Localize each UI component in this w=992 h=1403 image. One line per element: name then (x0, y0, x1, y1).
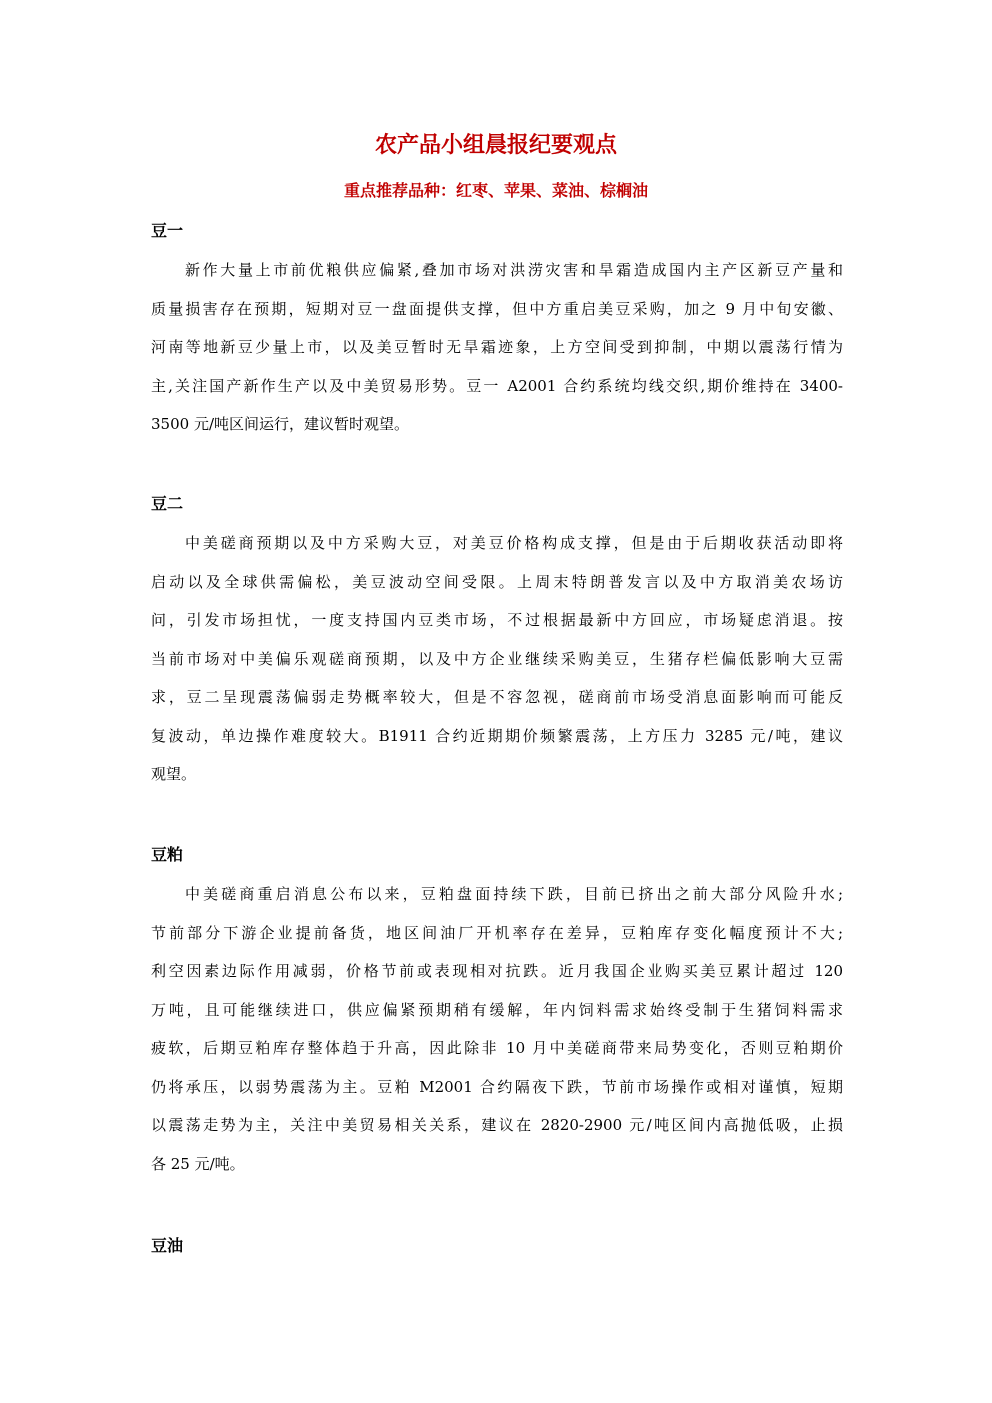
paragraph-line: 以震荡走势为主，关注中美贸易相关关系，建议在 2820-2900 元/吨区间内高抛低吸，止损 (151, 1116, 843, 1134)
section-body-douer (151, 524, 843, 794)
paragraph-line: 疲软，后期豆粕库存整体趋于升高，因此除非 10 月中美磋商带来局势变化，否则豆粕期价 (151, 1039, 843, 1057)
paragraph-line: 万吨，且可能继续进口，供应偏紧预期稍有缓解，年内饲料需求始终受制于生猪饲料需求 (151, 1000, 843, 1019)
section-heading-doupo: 豆粕 (151, 845, 184, 864)
paragraph-line: 利空因素边际作用减弱，价格节前或表现相对抗跌。近月我国企业购买美豆累计超过 120 (151, 962, 843, 980)
paragraph-line: 中美磋商预期以及中方采购大豆，对美豆价格构成支撑，但是由于后期收获活动即将 (185, 534, 843, 552)
paragraph-line: 节前部分下游企业提前备货，地区间油厂开机率存在差异，豆粕库存变化幅度预计不大; (151, 923, 843, 942)
document-subtitle: 重点推荐品种：红枣、苹果、菜油、棕榈油 (343, 181, 648, 200)
section-body-doupo (151, 875, 843, 1183)
paragraph-line: 问，引发市场担忧，一度支持国内豆类市场，不过根据最新中方回应，市场疑虑消退。按 (151, 611, 843, 629)
paragraph-line: 复波动，单边操作难度较大。B1911 合约近期期价频繁震荡，上方压力 3285 元/吨，建议 (151, 726, 843, 745)
paragraph-line: 当前市场对中美偏乐观磋商预期，以及中方企业继续采购美豆，生猪存栏偏低影响大豆需 (151, 649, 843, 668)
paragraph-line: 求，豆二呈现震荡偏弱走势概率较大，但是不容忽视，磋商前市场受消息面影响而可能反 (151, 688, 843, 706)
section-heading-douyi: 豆一 (151, 221, 184, 240)
section-body-douyi (151, 251, 843, 444)
paragraph-line: 新作大量上市前优粮供应偏紧,叠加市场对洪涝灾害和旱霜造成国内主产区新豆产量和 (185, 261, 843, 279)
paragraph-line: 3500 元/吨区间运行，建议暂时观望。 (151, 415, 409, 433)
paragraph-line: 启动以及全球供需偏松，美豆波动空间受限。上周末特朗普发言以及中方取消美农场访 (151, 572, 843, 591)
paragraph-line: 中美磋商重启消息公布以来，豆粕盘面持续下跌，目前已挤出之前大部分风险升水; (185, 885, 843, 903)
section-heading-douyou: 豆油 (151, 1236, 184, 1255)
paragraph-line: 各 25 元/吨。 (151, 1154, 245, 1173)
paragraph-line: 质量损害存在预期，短期对豆一盘面提供支撑，但中方重启美豆采购，加之 9 月中旬安徽、 (151, 299, 843, 318)
document-title: 农产品小组晨报纪要观点 (374, 133, 617, 158)
paragraph-line: 观望。 (151, 765, 197, 783)
paragraph-line: 仍将承压，以弱势震荡为主。豆粕 M2001 合约隔夜下跌，节前市场操作或相对谨慎，短期 (151, 1077, 843, 1096)
paragraph-line: 主,关注国产新作生产以及中美贸易形势。豆一 A2001 合约系统均线交织,期价维持在 3400- (151, 376, 843, 395)
section-heading-douer: 豆二 (151, 494, 184, 513)
paragraph-line: 河南等地新豆少量上市，以及美豆暂时无旱霜迹象，上方空间受到抑制，中期以震荡行情为 (151, 338, 843, 356)
